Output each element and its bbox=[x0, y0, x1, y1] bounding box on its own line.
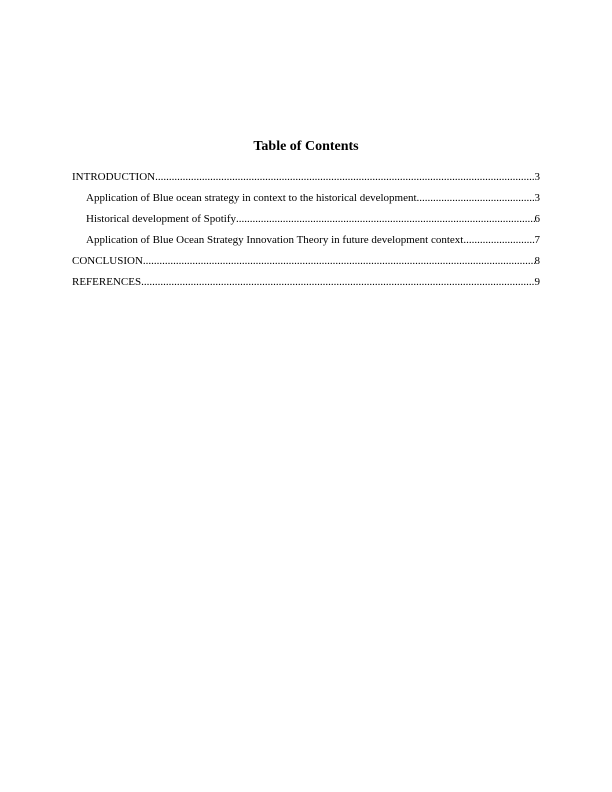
toc-entry-text: CONCLUSION bbox=[72, 255, 143, 267]
toc-entry-spotify-history[interactable] bbox=[72, 209, 540, 230]
toc-dot-leader bbox=[236, 209, 535, 230]
toc-dot-leader bbox=[417, 188, 535, 209]
toc-dot-leader bbox=[143, 251, 535, 272]
toc-page-number: 3 bbox=[534, 192, 540, 204]
toc-page-number: 9 bbox=[534, 276, 540, 288]
toc-page-number: 8 bbox=[534, 255, 540, 267]
toc-entry-text: INTRODUCTION bbox=[72, 171, 156, 183]
toc-entry-text: REFERENCES bbox=[72, 276, 142, 288]
toc-entry-conclusion[interactable] bbox=[72, 251, 540, 272]
toc-entry-introduction[interactable] bbox=[72, 167, 540, 188]
toc-entry-blue-ocean-historical[interactable] bbox=[72, 188, 540, 209]
toc-dot-leader bbox=[155, 167, 534, 188]
toc-title: Table of Contents bbox=[253, 139, 359, 154]
toc-list bbox=[72, 167, 540, 293]
toc-page-number: 6 bbox=[534, 213, 540, 225]
toc-entry-text: Historical development of Spotify bbox=[86, 213, 236, 225]
toc-page-number: 7 bbox=[534, 234, 540, 246]
toc-page-number: 3 bbox=[534, 171, 540, 183]
toc-entry-text: Application of Blue Ocean Strategy Innovation Theory in future development context. bbox=[86, 234, 467, 246]
toc-dot-leader bbox=[141, 272, 534, 293]
toc-dot-leader bbox=[466, 230, 534, 251]
toc-entry-text: Application of Blue ocean strategy in context to the historical development bbox=[86, 192, 417, 204]
toc-entry-blue-ocean-future[interactable] bbox=[72, 230, 540, 251]
toc-entry-references[interactable] bbox=[72, 272, 540, 293]
